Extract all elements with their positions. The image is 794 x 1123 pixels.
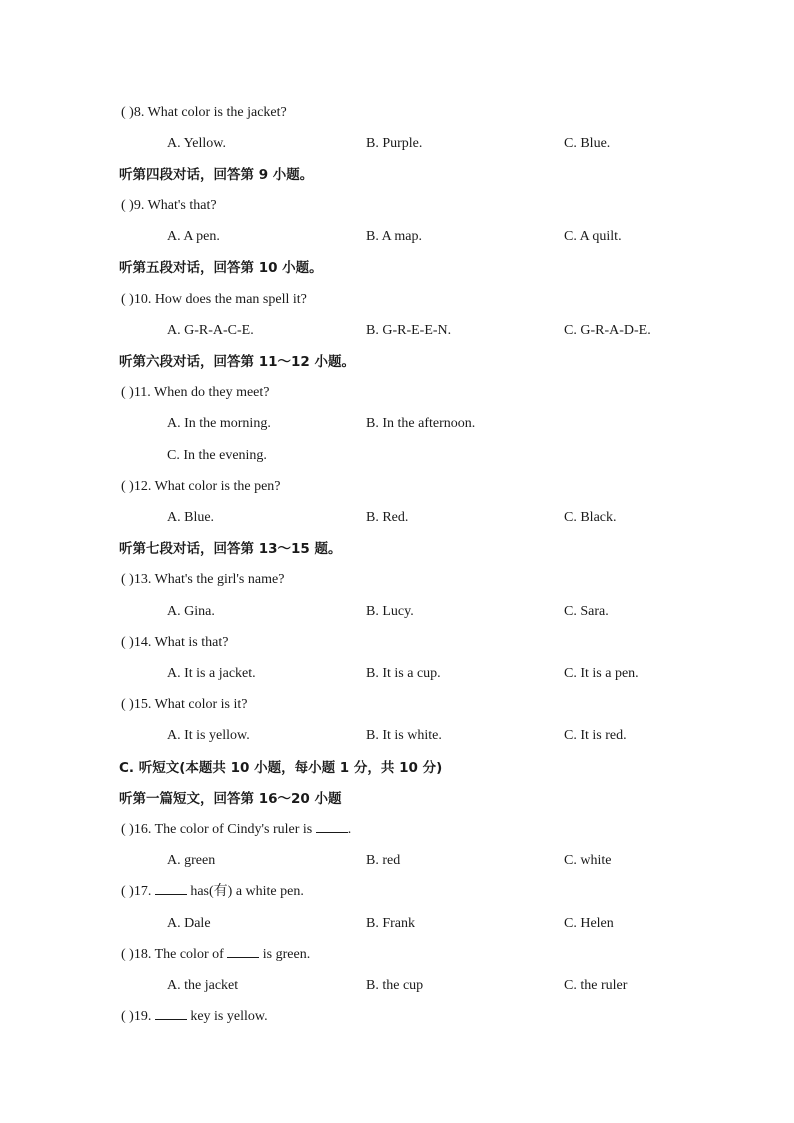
answer-blank[interactable] <box>316 820 348 833</box>
answer-options <box>0 600 794 624</box>
question-stem-end: is green. <box>259 947 311 962</box>
question-stem-end: key is yellow. <box>186 1009 268 1024</box>
question-stem: ( )16. The color of Cindy's ruler is <box>121 822 316 837</box>
answer-options <box>0 974 794 998</box>
question-text <box>121 101 287 125</box>
question-stem-end: has(有) a white pen. <box>186 884 304 899</box>
option-b[interactable]: B. G-R-E-E-N. <box>366 323 452 338</box>
option-b[interactable]: B. A map. <box>366 229 423 244</box>
question <box>0 288 794 312</box>
option-a[interactable]: A. green <box>167 853 216 868</box>
option-b[interactable]: B. red <box>366 853 401 868</box>
option-a[interactable]: A. Gina. <box>167 604 215 619</box>
question-stem: ( )12. What color is the pen? <box>121 479 281 494</box>
question <box>0 1005 794 1029</box>
question-stem: ( )11. When do they meet? <box>121 385 270 400</box>
answer-options <box>0 132 794 156</box>
heading-text: 听第七段对话，回答第 13～15 题。 <box>119 541 342 557</box>
option-a[interactable]: A. A pen. <box>167 229 220 244</box>
option-a[interactable]: A. It is a jacket. <box>167 666 256 681</box>
option-c[interactable]: C. G-R-A-D-E. <box>564 323 651 338</box>
question-stem: ( )13. What's the girl's name? <box>121 572 285 587</box>
section-heading <box>0 350 794 374</box>
question-stem: ( )8. What color is the jacket? <box>121 105 287 120</box>
answer-options <box>0 444 794 468</box>
question-text <box>121 381 270 405</box>
answer-blank[interactable] <box>155 1007 187 1020</box>
option-a[interactable]: A. the jacket <box>167 978 239 993</box>
question <box>0 568 794 592</box>
option-a[interactable]: C. In the evening. <box>167 448 267 463</box>
heading-text: 听第一篇短文，回答第 16～20 小题 <box>119 791 342 807</box>
option-b[interactable]: B. Frank <box>366 916 415 931</box>
question <box>0 475 794 499</box>
option-c[interactable]: C. white <box>564 853 612 868</box>
answer-options <box>0 225 794 249</box>
question <box>0 818 794 842</box>
option-c[interactable]: C. Blue. <box>564 136 611 151</box>
question <box>0 943 794 967</box>
question <box>0 381 794 405</box>
heading-text: C. 听短文(本题共 10 小题，每小题 1 分，共 10 分) <box>119 760 443 776</box>
answer-options <box>0 724 794 748</box>
option-b[interactable]: B. It is a cup. <box>366 666 441 681</box>
question-text <box>121 475 281 499</box>
option-a[interactable]: A. Dale <box>167 916 211 931</box>
answer-options <box>0 506 794 530</box>
answer-options <box>0 849 794 873</box>
option-b[interactable]: B. Lucy. <box>366 604 414 619</box>
question-stem: ( )10. How does the man spell it? <box>121 292 307 307</box>
option-b[interactable]: B. Purple. <box>366 136 423 151</box>
question <box>0 631 794 655</box>
question-text <box>121 288 307 312</box>
question <box>0 101 794 125</box>
question-text <box>121 818 351 842</box>
option-c[interactable]: C. It is a pen. <box>564 666 639 681</box>
heading-text: 听第五段对话，回答第 10 小题。 <box>119 260 323 276</box>
option-c[interactable]: C. Black. <box>564 510 617 525</box>
option-c[interactable]: C. Sara. <box>564 604 609 619</box>
question <box>0 194 794 218</box>
question-text <box>121 943 310 967</box>
question-text <box>121 1005 268 1029</box>
option-b[interactable]: B. Red. <box>366 510 409 525</box>
answer-blank[interactable] <box>227 945 259 958</box>
option-a[interactable]: A. It is yellow. <box>167 728 250 743</box>
question-stem: ( )15. What color is it? <box>121 697 248 712</box>
question-stem: ( )17. <box>121 884 155 899</box>
answer-options <box>0 662 794 686</box>
section-heading <box>0 537 794 561</box>
question-text <box>121 568 284 592</box>
question-stem: ( )9. What's that? <box>121 198 217 213</box>
question-stem: ( )14. What is that? <box>121 635 229 650</box>
section-heading <box>0 163 794 187</box>
question <box>0 693 794 717</box>
option-c[interactable]: C. the ruler <box>564 978 628 993</box>
answer-blank[interactable] <box>155 882 187 895</box>
question <box>0 880 794 904</box>
question-text <box>121 880 304 904</box>
section-heading <box>0 756 794 780</box>
option-b[interactable]: B. In the afternoon. <box>366 416 476 431</box>
question-text <box>121 194 217 218</box>
option-c[interactable]: C. Helen <box>564 916 614 931</box>
question-text <box>121 693 248 717</box>
option-b[interactable]: B. the cup <box>366 978 424 993</box>
question-stem: ( )19. <box>121 1009 155 1024</box>
option-a[interactable]: A. G-R-A-C-E. <box>167 323 254 338</box>
answer-options <box>0 319 794 343</box>
answer-options <box>0 412 794 436</box>
option-b[interactable]: B. It is white. <box>366 728 442 743</box>
option-a[interactable]: A. Yellow. <box>167 136 226 151</box>
question-stem-end: . <box>347 822 352 837</box>
question-text <box>121 631 228 655</box>
answer-options <box>0 912 794 936</box>
option-a[interactable]: A. Blue. <box>167 510 215 525</box>
option-a[interactable]: A. In the morning. <box>167 416 271 431</box>
section-heading <box>0 256 794 280</box>
section-heading <box>0 787 794 811</box>
question-stem: ( )18. The color of <box>121 947 228 962</box>
option-c[interactable]: C. A quilt. <box>564 229 622 244</box>
heading-text: 听第六段对话，回答第 11～12 小题。 <box>119 354 355 370</box>
option-c[interactable]: C. It is red. <box>564 728 627 743</box>
heading-text: 听第四段对话，回答第 9 小题。 <box>119 167 314 183</box>
